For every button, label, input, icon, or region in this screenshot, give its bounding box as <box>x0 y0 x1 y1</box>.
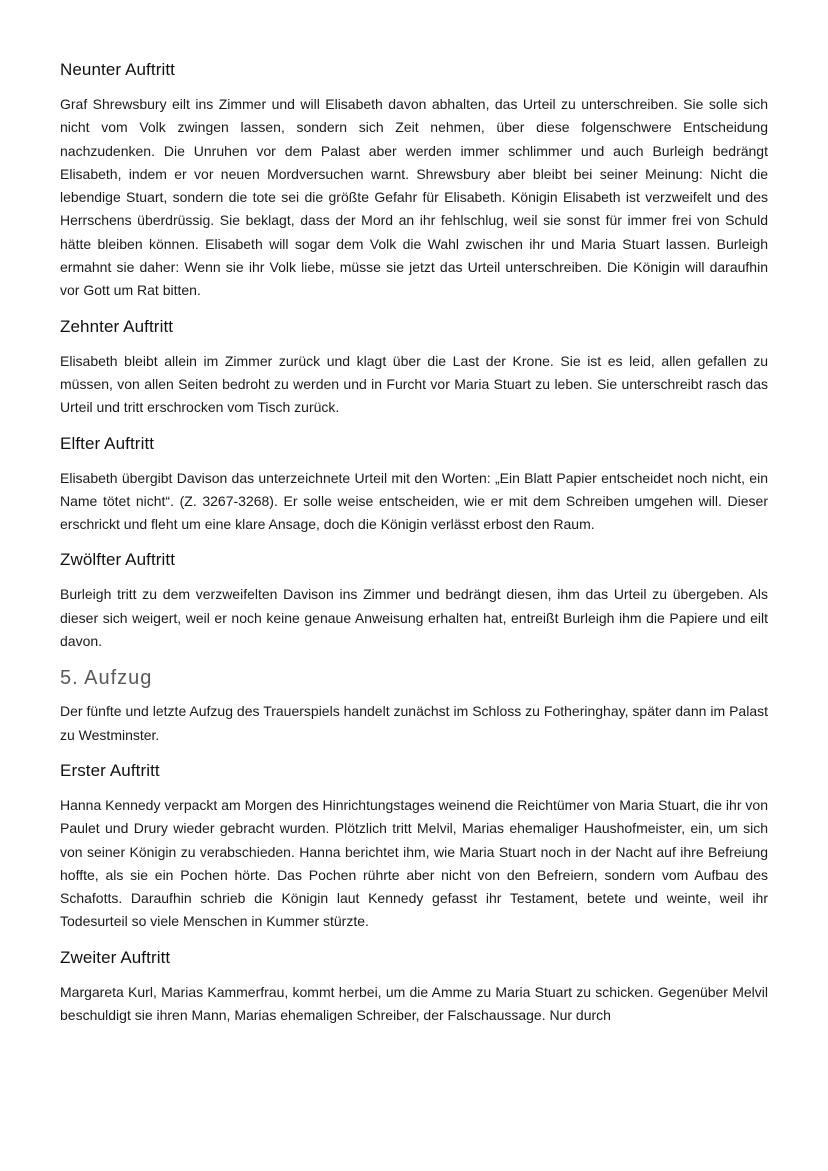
section-text-zehnter-auftritt: Elisabeth bleibt allein im Zimmer zurück und klagt über die Last der Krone. Sie ist es leid, allen gefallen zu müssen, von allen Seiten bedroht zu werden und in Furcht vor Maria Stuart zu leben. Sie unterschreibt rasch das Urteil und tritt erschrocken vom Tisch zurück. <box>60 352 768 416</box>
section-text-erster-auftritt: Hanna Kennedy verpackt am Morgen des Hinrichtungstages weinend die Reichtümer von Maria Stuart, die ihr von Paulet und Drury wieder gebracht wurden. Plötzlich tritt Melvil, Marias ehemaliger Haushofmeister, ein, um sich von seiner Königin zu verabschieden. Hanna berichtet ihm, wie Maria Stuart noch in der Nacht auf ihre Befreiung hoffte, als sie ein Pochen hörte. Das Pochen rührte aber nicht von den Befreiern, sondern vom Aufbau des Schafotts. Daraufhin schrieb die Königin laut Kennedy gefasst ihr Testament, betete und weinte, weil ihr Todesurteil so viele Menschen in Kummer stürzte. <box>60 796 768 930</box>
section-heading-zehnter-auftritt: Zehnter Auftritt <box>60 316 174 336</box>
chapter-heading: 5. Aufzug <box>60 667 153 690</box>
section-text-neunter-auftritt: Graf Shrewsbury eilt ins Zimmer und will Elisabeth davon abhalten, das Urteil zu unterschreiben. Sie solle sich nicht vom Volk zwingen lassen, sondern sich Zeit nehmen, über diese folgenschwere Entscheidung nachzudenken. Die Unruhen vor dem Palast aber werden immer schlimmer und auch Burleigh bedrängt Elisabeth, indem er vor neuen Mordversuchen warnt. Shrewsbury aber bleibt bei seiner Meinung: Nicht die lebendige Stuart, sondern die tote sei die größte Gefahr für Elisabeth. Königin Elisabeth ist verzweifelt und des Herrschens überdrüssig. Sie beklagt, dass der Mord an ihr fehlschlug, weil sie sonst für immer frei von Schuld hätte bleiben können. Elisabeth will sogar dem Volk die Wahl zwischen ihr und Maria Stuart lassen. Burleigh ermahnt sie daher: Wenn sie ihr Volk liebe, müsse sie jetzt das Urteil unterschreiben. Die Königin will daraufhin vor Gott um Rat bitten. <box>60 96 768 299</box>
section-text-zweiter-auftritt: Margareta Kurl, Marias Kammerfrau, kommt herbei, um die Amme zu Maria Stuart zu schicken. Gegenüber Melvil beschuldigt sie ihren Mann, Marias ehemaligen Schreiber, der Falschaussage. Nur durch <box>60 983 768 1024</box>
section-text-zwoelfter-auftritt: Burleigh tritt zu dem verzweifelten Davison ins Zimmer und bedrängt diesen, ihm das Urteil zu übergeben. Als dieser sich weigert, weil er noch keine genaue Anweisung erhalten hat, entreißt Burleigh ihm die Papiere und eilt davon. <box>60 586 768 650</box>
section-text-elfter-auftritt: Elisabeth übergibt Davison das unterzeichnete Urteil mit den Worten: „Ein Blatt Papier entscheidet noch nicht, ein Name tötet nicht“. (Z. 3267-3268). Er solle weise entscheiden, wie er mit dem Schreiben umgehen will. Dieser erschrickt und fleht um eine klare Ansage, doch die Königin verlässt erbost den Raum. <box>60 469 768 533</box>
section-heading-erster-auftritt: Erster Auftritt <box>60 760 160 780</box>
chapter-intro: Der fünfte und letzte Aufzug des Trauerspiels handelt zunächst im Schloss zu Fotheringhay, später dann im Palast zu Westminster. <box>60 703 768 743</box>
section-heading-neunter-auftritt: Neunter Auftritt <box>60 60 175 79</box>
section-heading-zwoelfter-auftritt: Zwölfter Auftritt <box>60 550 176 570</box>
section-heading-zweiter-auftritt: Zweiter Auftritt <box>60 947 171 967</box>
section-heading-elfter-auftritt: Elfter Auftritt <box>60 433 155 453</box>
